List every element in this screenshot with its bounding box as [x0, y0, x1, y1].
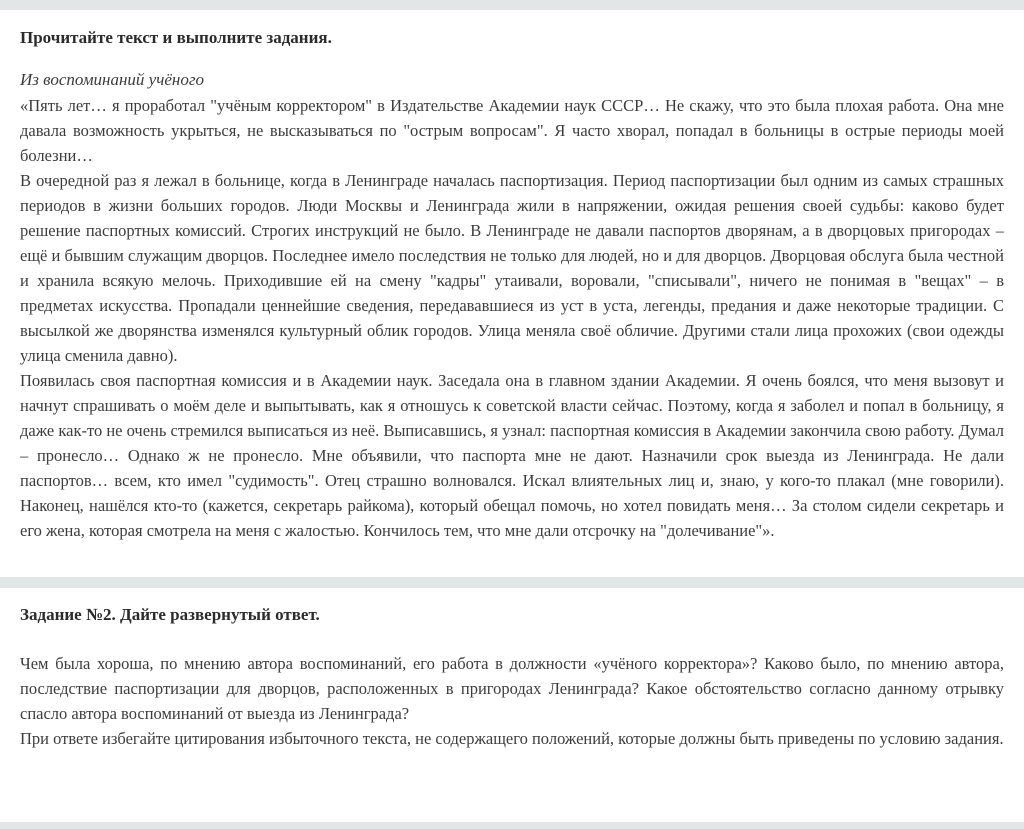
task-body: [20, 651, 1004, 751]
reading-section: [0, 28, 1024, 543]
section-divider-band: [0, 577, 1024, 588]
task-question: Чем была хороша, по мнению автора воспоминаний, его работа в должности «учёного корректора»? Каково было, по мнению автора, последствие паспортизации для дворцов, расположенных в пригородах Ленинграда? Какое обстоятельство согласно данному отрывку спасло автора воспоминаний от выезда из Ленинграда?: [20, 654, 1004, 723]
memoir-text: [20, 93, 1004, 543]
task-heading: Задание №2. Дайте развернутый ответ.: [20, 605, 320, 624]
task-section: [0, 605, 1024, 751]
instruction-heading: Прочитайте текст и выполните задания.: [20, 28, 332, 47]
top-divider-band: [0, 0, 1024, 10]
memoir-paragraph: Появилась своя паспортная комиссия и в Академии наук. Заседала она в главном здании Академии. Я очень боялся, что меня вызовут и начнут спрашивать о моём деле и выпытывать, как я отношусь к советской власти сейчас. Поэтому, когда я заболел и попал в больницу, я даже как-то не очень стремился выписаться из неё. Выписавшись, я узнал: паспортная комиссия в Академии закончила свою работу. Думал – пронесло… Однако ж не пронесло. Мне объявили, что паспорта мне не дают. Назначили срок выезда из Ленинграда. Не дали паспортов… всем, кто имел "судимость". Отец страшно волновался. Искал влиятельных лиц и, знаю, у кого-то плакал (мне говорили). Наконец, нашёлся кто-то (кажется, секретарь райкома), который обещал помочь, но хотел повидать меня… За столом сидели секретарь и его жена, которая смотрела на меня с жалостью. Кончилось тем, что мне дали отсрочку на "долечивание"».: [20, 371, 1004, 540]
memoir-paragraph: «Пять лет… я проработал "учёным корректором" в Издательстве Академии наук СССР… Не скажу, что это была плохая работа. Она мне давала возможность укрыться, не высказываться по "острым вопросам". Я часто хворал, попадал в больницы в острые периоды моей болезни…: [20, 96, 1004, 165]
memoir-source-title: Из воспоминаний учёного: [20, 70, 204, 89]
memoir-paragraph: В очередной раз я лежал в больнице, когда в Ленинграде началась паспортизация. Период паспортизации был одним из самых страшных периодов в жизни больших городов. Люди Москвы и Ленинграда жили в напряжении, ожидая решения своей судьбы: каково будет решение паспортных комиссий. Строгих инструкций не было. В Ленинграде не давали паспортов дворянам, а в дворцовых пригородах – ещё и бывшим служащим дворцов. Последнее имело последствия не только для людей, но и для дворцов. Дворцовая обслуга была честной и хранила всякую мелочь. Приходившие ей на смену "кадры" утаивали, воровали, "списывали", ничего не понимая в "вещах" – в предметах искусства. Пропадали ценнейшие сведения, передававшиеся из уст в уста, легенды, предания и даже некоторые традиции. С высылкой же дворянства изменялся культурный облик городов. Улица меняла своё обличие. Другими стали лица прохожих (свои одежды улица сменила давно).: [20, 171, 1004, 365]
bottom-divider-band: [0, 822, 1024, 829]
task-note: При ответе избегайте цитирования избыточного текста, не содержащего положений, которые должны быть приведены по условию задания.: [20, 729, 1004, 748]
